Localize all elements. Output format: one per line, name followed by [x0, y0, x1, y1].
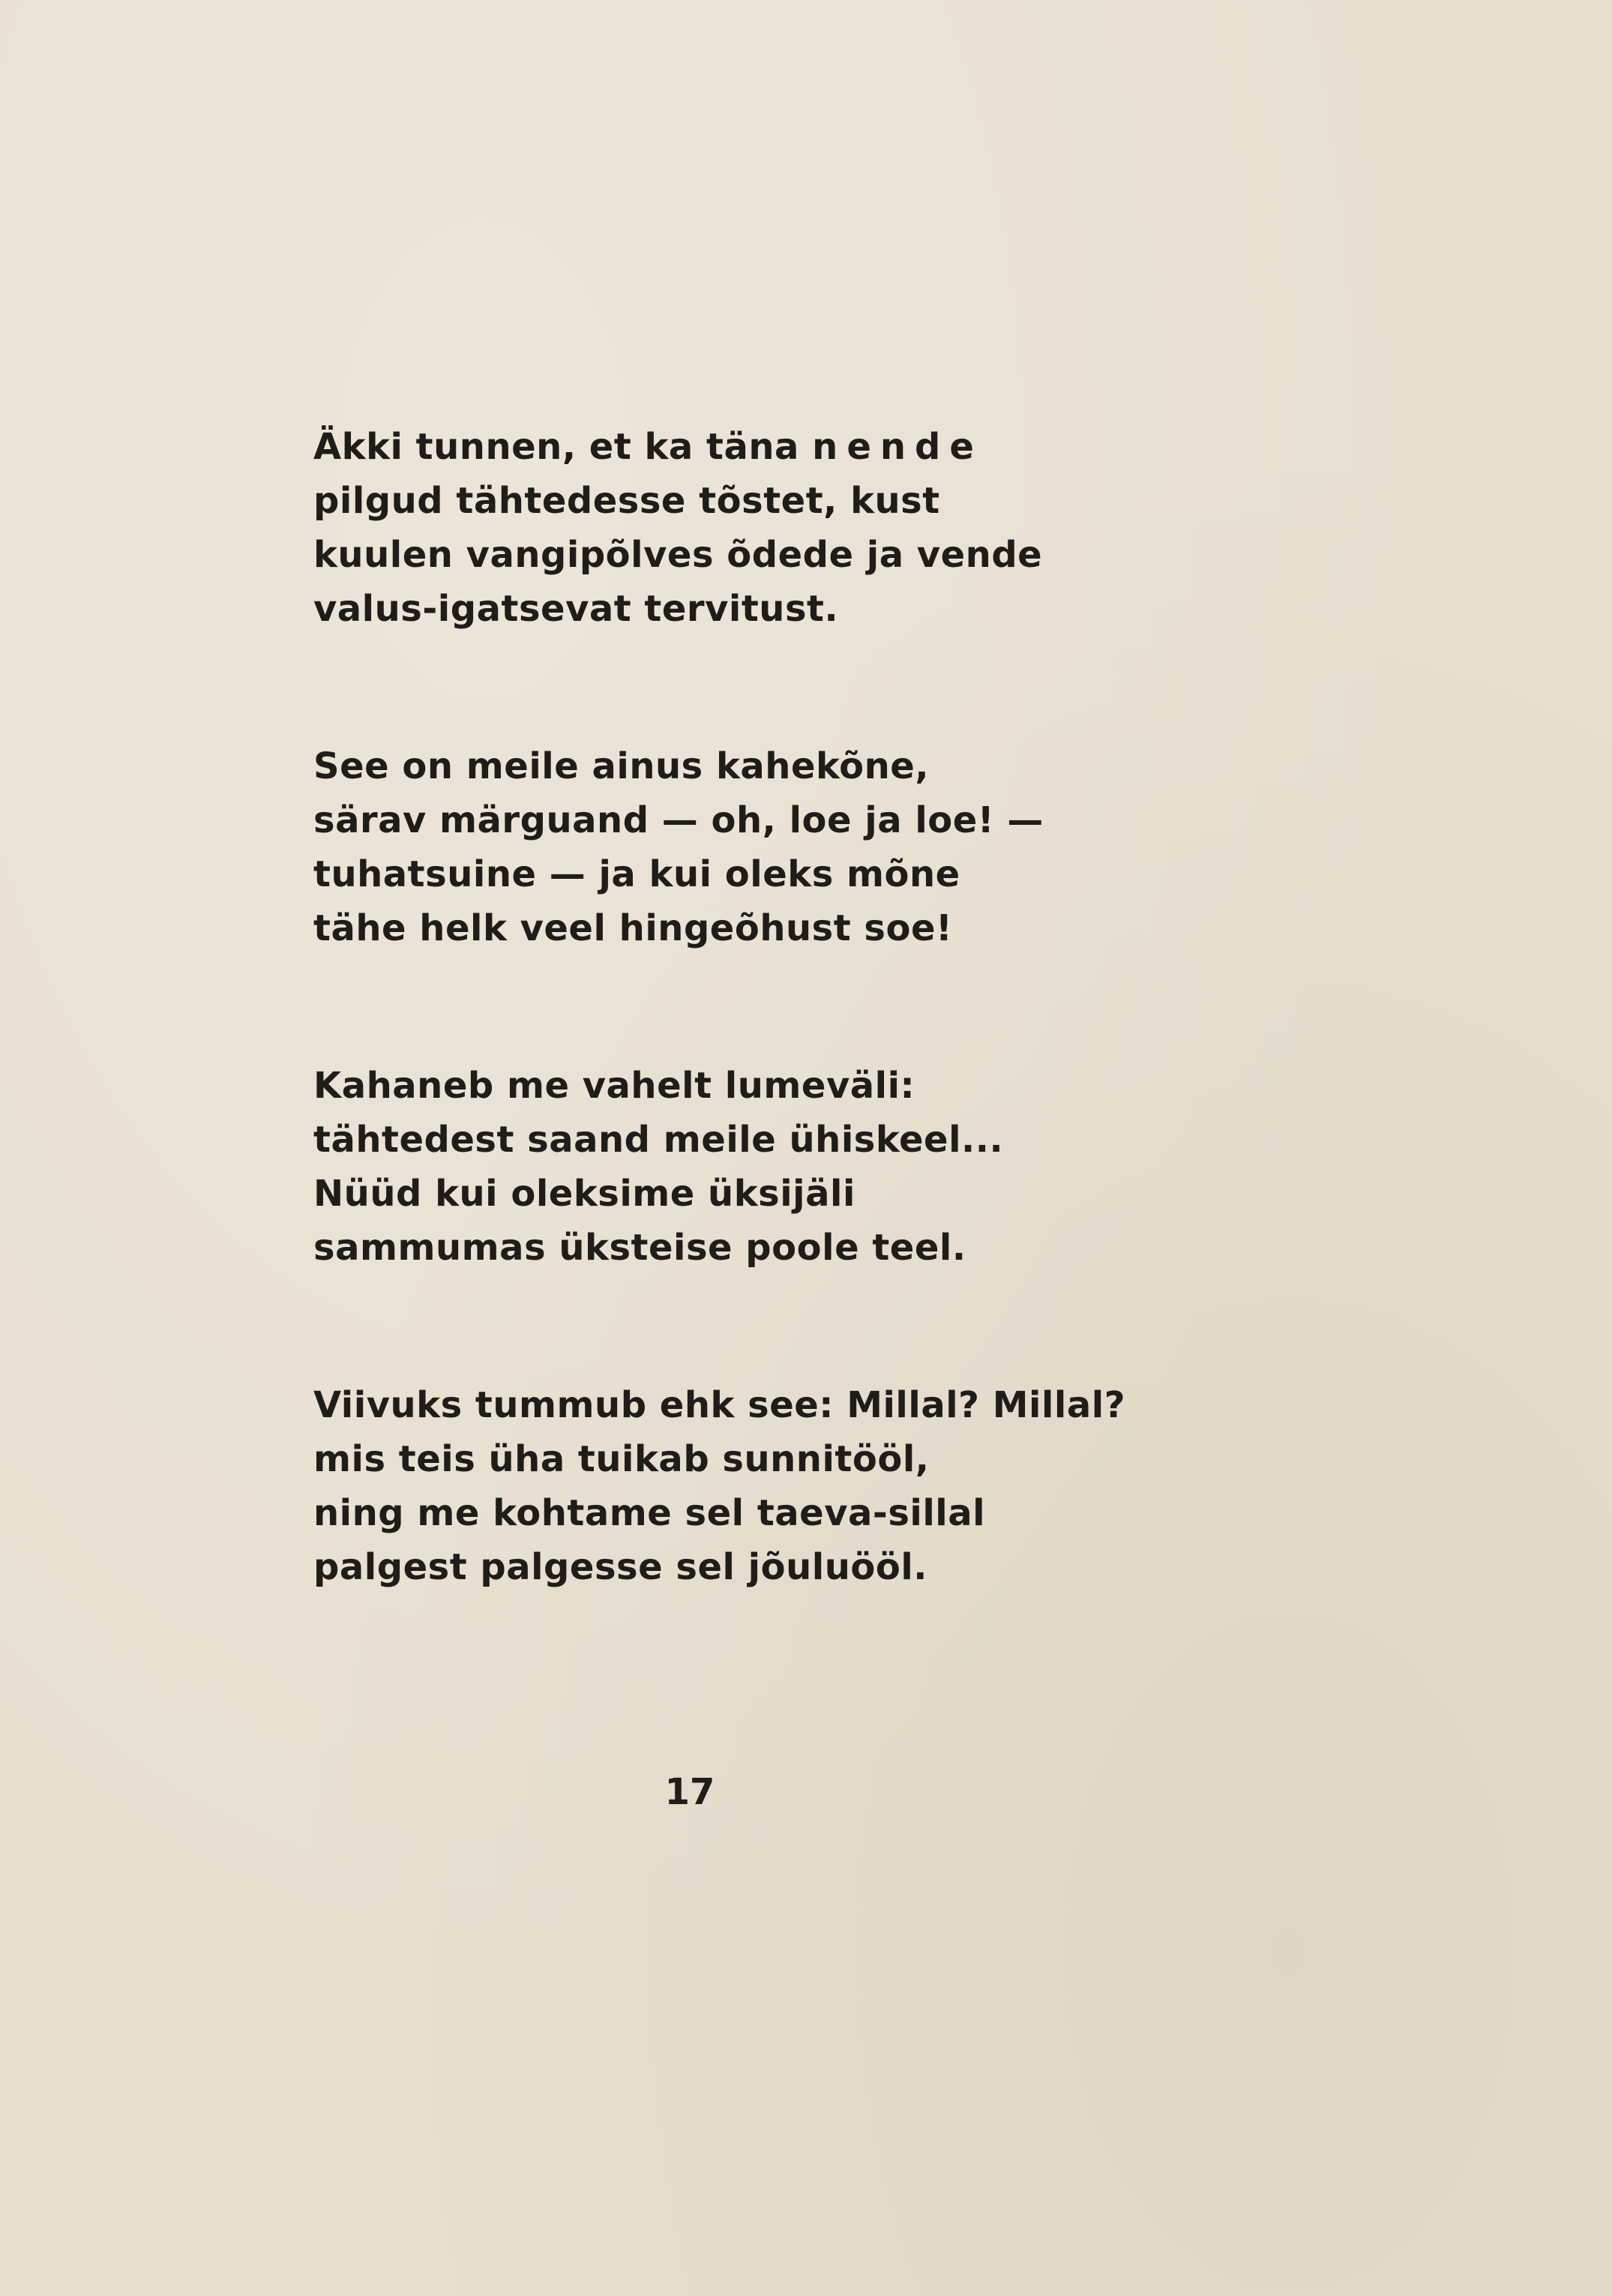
stanza-4	[313, 1378, 1288, 1594]
poem-line: mis teis üha tuikab sunnitööl,	[313, 1438, 930, 1480]
stanza-3	[313, 1059, 1288, 1275]
poem-line: kuulen vangipõlves õdede ja vende	[313, 534, 1043, 576]
emphasized-word: nende	[812, 426, 983, 468]
poem-line: sammumas üksteise poole teel.	[313, 1227, 966, 1269]
poem-line: ning me kohtame sel taeva-sillal	[313, 1492, 986, 1534]
poem-line: Viivuks tummub ehk see: Millal? Millal?	[313, 1384, 1126, 1426]
poem-line: valus-igatsevat tervitust.	[313, 588, 839, 630]
poem-line: tähtedest saand meile ühiskeel...	[313, 1119, 1004, 1161]
poem-line: tuhatsuine — ja kui oleks mõne	[313, 853, 960, 895]
stanza-1	[313, 420, 1288, 636]
poem-line: Nüüd kui oleksime üksijäli	[313, 1173, 855, 1215]
poem-line: See on meile ainus kahekõne,	[313, 745, 930, 787]
poem-line: särav märguand — oh, loe ja loe! —	[313, 799, 1044, 841]
poem-line: tähe helk veel hingeõhust soe!	[313, 907, 953, 949]
page-number: 17	[664, 1771, 715, 1813]
poem-line: Kahaneb me vahelt lumeväli:	[313, 1065, 915, 1107]
poem	[313, 420, 1288, 1594]
poem-line: pilgud tähtedesse tõstet, kust	[313, 480, 940, 522]
poem-line	[313, 420, 1288, 474]
poem-line: palgest palgesse sel jõuluööl.	[313, 1546, 928, 1588]
stanza-2	[313, 739, 1288, 955]
line-text: Äkki tunnen, et ka täna	[313, 426, 813, 468]
